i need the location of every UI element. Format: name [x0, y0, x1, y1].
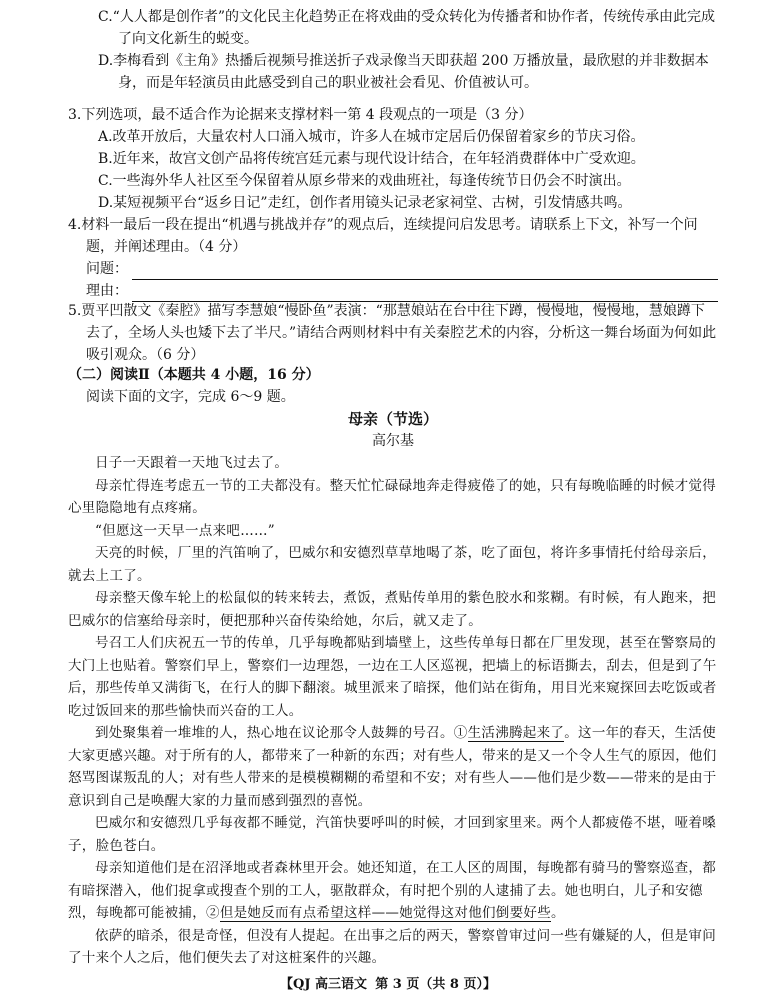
article-paragraph: “但愿这一天早一点来吧……” — [95, 522, 276, 539]
question-3-option-b: B.近年来，故宫文创产品将传统宫廷元素与现代设计结合，在年轻消费群体中广受欢迎。 — [98, 151, 645, 167]
article-title: 母亲（节选） — [347, 410, 438, 428]
question-3-stem: 3.下列选项，最不适合作为论据来支撑材料一第 4 段观点的一项是（3 分） — [68, 107, 533, 123]
section-2-instruction: 阅读下面的文字，完成 6～9 题。 — [86, 389, 295, 405]
question-3-option-c: C.一些海外华人社区至今保留着从原乡带来的戏曲班社，每逢传统节日仍会不时演出。 — [98, 173, 631, 189]
paragraph-text: 。 — [551, 905, 565, 921]
underlined-sentence-2: 但是她反而有点希望这样——她觉得这对他们倒要好些 — [219, 905, 552, 921]
reason-answer-line[interactable] — [68, 280, 718, 302]
paragraph-text: 。这一年的春天，生活使大家更感兴趣。对于所有的人，都带来了一种新的东西；对有些人，带来的是又一个令人生气的原因，他们怒骂图谋叛乱的人；对有些人带来的是模模糊糊的希望和不安；对有些人——他们是少数——带来的是由于意识到自己是唤醒大家的力量而感到强烈的喜悦。 — [68, 725, 717, 809]
section-2-heading: （二）阅读Ⅱ（本题共 4 小题，16 分） — [68, 367, 320, 383]
option-d-prev: D.李梅看到《主角》热播后视频号推送折子戏录像当天即获超 200 万播放量，最欣慰的并非数据本身，而是年轻演员由此感受到自己的职业被社会看见、价值被认可。 — [98, 53, 709, 91]
exam-code: 【QJ 高三语文 — [280, 977, 368, 992]
article-paragraph: 天亮的时候，厂里的汽笛响了，巴威尔和安德烈草草地喝了茶，吃了面包，将许多事情托付给母亲后，就去上工了。 — [68, 545, 716, 584]
article-paragraph: 依萨的暗杀，很是奇怪，但没有人提起。在出事之后的两天，警察曾审过问一些有嫌疑的人，但是审问了十来个人之后，他们便失去了对这桩案件的兴趣。 — [68, 927, 716, 966]
reason-label: 理由： — [86, 283, 128, 299]
question-3-option-d: D.某短视频平台“返乡日记”走红，创作者用镜头记录老家祠堂、古树，引发情感共鸣。 — [98, 195, 632, 211]
option-c-prev: C.“人人都是创作者”的文化民主化趋势正在将戏曲的受众转化为传播者和协作者，传统传承由此完成了向文化新生的蜕变。 — [98, 9, 715, 47]
article-paragraph-7 — [68, 722, 718, 812]
article-paragraph: 母亲整天像车轮上的松鼠似的转来转去，煮饭，煮贴传单用的紫色胶水和浆糊。有时候，有人跑来，把巴威尔的信塞给母亲时，便把那种兴奋传染给她，尔后，就又走了。 — [68, 590, 716, 629]
page-number: 第 3 页（共 8 页）】 — [375, 977, 496, 992]
page-footer — [0, 973, 776, 992]
question-label: 问题： — [86, 261, 128, 277]
article-paragraph: 日子一天跟着一天地飞过去了。 — [95, 455, 289, 471]
question-4-stem: 4.材料一最后一段在提出“机遇与挑战并存”的观点后，连续提问启发思考。请联系上下文，补写一个问题，并阐述理由。（4 分） — [68, 217, 698, 255]
answer-underline — [132, 263, 718, 280]
article-paragraph: 号召工人们庆祝五一节的传单，几乎每晚都贴到墙壁上，这些传单每日都在厂里发现，甚至在警察局的大门上也贴着。警察们早上，警察们一边理怨，一边在工人区巡视，把墙上的标语撕去，刮去，但是到了午后，那些传单又满街飞，在行人的脚下翻滚。城里派来了暗探，他们站在街角，用目光来窥探回去吃饭或者吃过饭回来的那些愉快而兴奋的工人。 — [68, 635, 717, 719]
question-answer-line[interactable] — [68, 258, 718, 280]
paragraph-text: 母亲知道他们是在沼泽地或者森林里开会。她还知道，在工人区的周围，每晚都有骑马的警察巡查，都有暗探潜入，他们捉拿或搜查个别的工人，驱散群众，有时把个别的人逮捕了去。她也明白，儿子和安德烈，每晚都可能被捕，② — [68, 860, 716, 921]
question-4 — [68, 214, 718, 302]
question-5-stem: 5.贾平凹散文《秦腔》描写李慧娘“慢卧鱼”表演：“那慧娘站在台中往下蹲，慢慢地，慢慢地，慧娘蹲下去了，全场人头也矮下去了半尺。”请结合两则材料中有关秦腔艺术的内容，分析这一舞台场面为何如此吸引观众。（6 分） — [68, 303, 717, 363]
article — [68, 408, 718, 970]
question-3-option-a: A.改革开放后，大量农村人口涌入城市，许多人在城市定居后仍保留着家乡的节庆习俗。 — [98, 129, 645, 145]
article-author: 高尔基 — [372, 433, 414, 449]
section-2 — [68, 364, 718, 408]
article-paragraph: 巴威尔和安德烈几乎每夜都不睡觉，汽笛快要呼叫的时候，才回到家里来。两个人都疲倦不堪，哑着嗓子，脸色苍白。 — [68, 815, 716, 854]
underlined-sentence-1: 生活沸腾起来了 — [467, 725, 565, 741]
question-3 — [68, 104, 718, 214]
previous-options — [68, 6, 718, 94]
paragraph-text: 到处聚集着一堆堆的人，热心地在议论那令人鼓舞的号召。① — [95, 725, 468, 741]
article-paragraph-9 — [68, 857, 718, 925]
question-5 — [68, 300, 718, 366]
article-paragraph: 母亲忙得连考虑五一节的工夫都没有。整天忙忙碌碌地奔走得疲倦了的她，只有每晚临睡的时候才觉得心里隐隐地有点疼痛。 — [68, 477, 716, 516]
